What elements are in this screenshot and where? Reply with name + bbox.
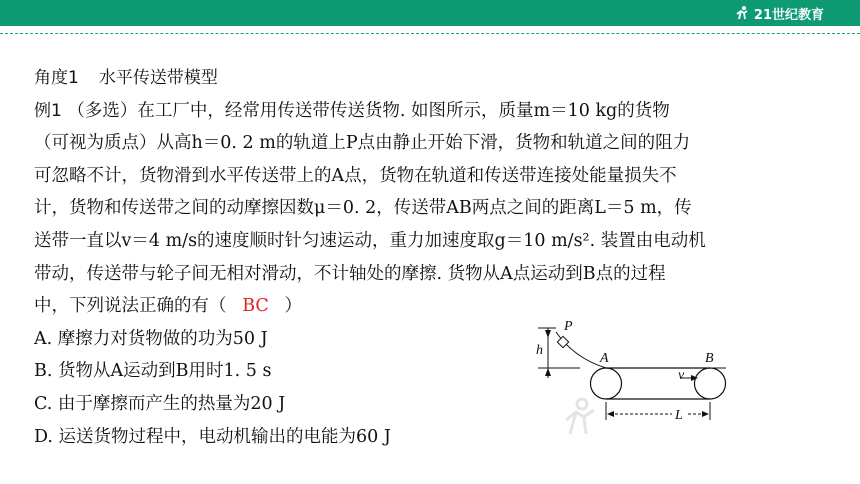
example-label: 例1 [34, 100, 62, 121]
watermark-logo-icon [560, 392, 820, 440]
question-line-1 [34, 95, 834, 128]
option-a: A. 摩擦力对货物做的功为50 J [34, 328, 268, 349]
top-banner [0, 0, 860, 26]
brand-text: 21世纪教育 [753, 7, 824, 23]
question-line-2: （可视为质点）从高h＝0. 2 m的轨道上P点由静止开始下滑，货物和轨道之间的阻力 [34, 133, 691, 154]
heading-label: 角度1 [34, 68, 79, 88]
section-heading [34, 62, 834, 95]
label-a: A [600, 351, 609, 366]
header-divider [0, 33, 860, 34]
heading-title: 水平传送带模型 [98, 68, 218, 88]
question-line-4: 计，货物和传送带之间的动摩擦因数μ＝0. 2，传送带AB两点之间的距离L＝5 m，传 [34, 198, 692, 219]
option-b: B. 货物从A运动到B用时1. 5 s [34, 361, 272, 382]
question-text-1: （多选）在工厂中，经常用传送带传送货物. 如图所示，质量m＝10 kg的货物 [67, 100, 670, 121]
label-v: v [678, 368, 685, 383]
label-b: B [705, 351, 714, 366]
option-c: C. 由于摩擦而产生的热量为20 J [34, 393, 286, 414]
question-line-3: 可忽略不计，货物滑到水平传送带上的A点，货物在轨道和传送带连接处能量损失不 [34, 165, 677, 186]
question-prefix: 中，下列说法正确的有（ [34, 296, 227, 317]
runner-logo-icon [734, 5, 750, 21]
question-line-6: 带动，传送带与轮子间无相对滑动，不计轴处的摩擦. 货物从A点运动到B点的过程 [34, 263, 666, 284]
question-line-5: 送带一直以v＝4 m/s的速度顺时针匀速运动，重力加速度取g＝10 m/s². 装置由电动机 [34, 230, 706, 251]
label-l: L [675, 408, 683, 423]
label-p: P [564, 319, 573, 334]
question-suffix: ） [284, 296, 302, 317]
option-d: D. 运送货物过程中，电动机输出的电能为60 J [34, 426, 391, 447]
brand-logo [734, 4, 824, 22]
label-h: h [536, 343, 543, 358]
answer-text: BC [242, 296, 269, 317]
